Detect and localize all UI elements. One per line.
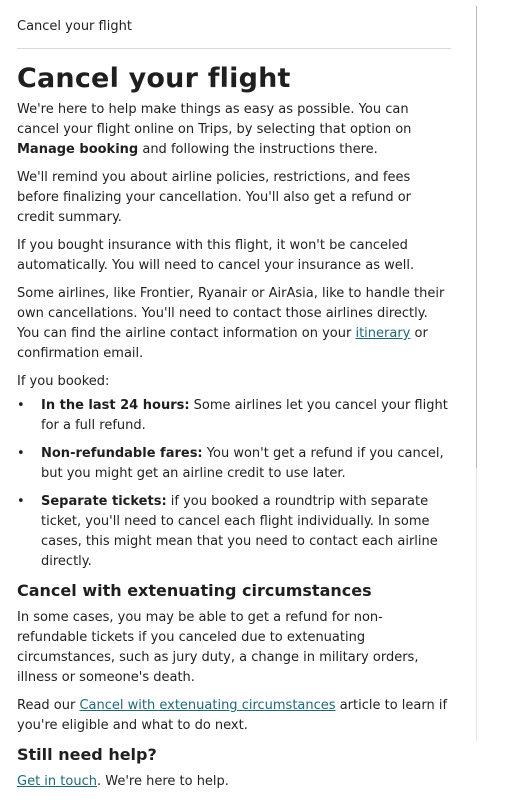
help-heading: Still need help? bbox=[17, 745, 157, 764]
itinerary-link[interactable]: itinerary bbox=[355, 326, 411, 341]
extenuating-heading: Cancel with extenuating circumstances bbox=[17, 581, 372, 600]
intro-paragraph-2: We'll remind you about airline policies, restrictions, and fees before finalizing your cancellation. You'll also get a refund or credit summary. bbox=[17, 170, 412, 225]
list-item-text: Some airlines let you cancel your flight for a full refund. bbox=[41, 398, 448, 433]
list-item-title: In the last 24 hours: bbox=[41, 398, 190, 413]
breadcrumb: Cancel your flight bbox=[17, 19, 451, 49]
help-paragraph bbox=[17, 772, 451, 792]
intro-text: and following the instructions there. bbox=[138, 142, 378, 157]
extenuating-text: article to learn if you're eligible and what to do next. bbox=[17, 698, 448, 733]
intro-paragraph-1 bbox=[17, 100, 451, 160]
list-item bbox=[17, 444, 451, 484]
scrollbar-track[interactable] bbox=[476, 468, 477, 742]
help-text: . We're here to help. bbox=[96, 774, 229, 789]
help-article bbox=[17, 0, 451, 800]
extenuating-paragraph-1: In some cases, you may be able to get a refund for non-refundable tickets if you canceled due to extenuating circumstances, such as jury duty, a change in military orders, illness or someone's death. bbox=[17, 610, 419, 685]
list-item-title: Separate tickets: bbox=[41, 494, 167, 509]
bullet-icon: • bbox=[17, 398, 25, 413]
booked-list bbox=[17, 396, 451, 572]
extenuating-text: Read our bbox=[17, 698, 80, 713]
page-title: Cancel your flight bbox=[17, 63, 291, 94]
intro-text: Some airlines, like Frontier, Ryanair or AirAsia, like to handle their own cancellations. You'll need to contact those airlines directly. You can find the airline contact information on your bbox=[17, 286, 445, 341]
bullet-icon: • bbox=[17, 446, 25, 461]
manage-booking-label: Manage booking bbox=[17, 142, 139, 157]
intro-text: or confirmation email. bbox=[17, 326, 428, 361]
get-in-touch-link[interactable]: Get in touch bbox=[17, 774, 97, 789]
list-item-title: Non-refundable fares: bbox=[41, 446, 203, 461]
intro-paragraph-4 bbox=[17, 284, 451, 364]
list-item bbox=[17, 396, 451, 436]
extenuating-paragraph-2 bbox=[17, 696, 451, 736]
bullet-icon: • bbox=[17, 494, 25, 509]
extenuating-article-link[interactable]: Cancel with extenuating circumstances bbox=[79, 698, 336, 713]
list-item-text: if you booked a roundtrip with separate ticket, you'll need to cancel each flight individually. In some cases, this might mean that you need to contact each airline directly. bbox=[41, 494, 438, 569]
booked-intro: If you booked: bbox=[17, 374, 110, 389]
scrollbar-thumb[interactable] bbox=[476, 6, 477, 468]
list-item bbox=[17, 492, 451, 572]
intro-paragraph-3: If you bought insurance with this flight, it won't be canceled automatically. You will need to cancel your insurance as well. bbox=[17, 238, 415, 273]
intro-text: We're here to help make things as easy as possible. You can cancel your flight online on Trips, by selecting that option on bbox=[17, 102, 412, 137]
list-item-text: You won't get a refund if you cancel, but you might get an airline credit to use later. bbox=[41, 446, 444, 481]
